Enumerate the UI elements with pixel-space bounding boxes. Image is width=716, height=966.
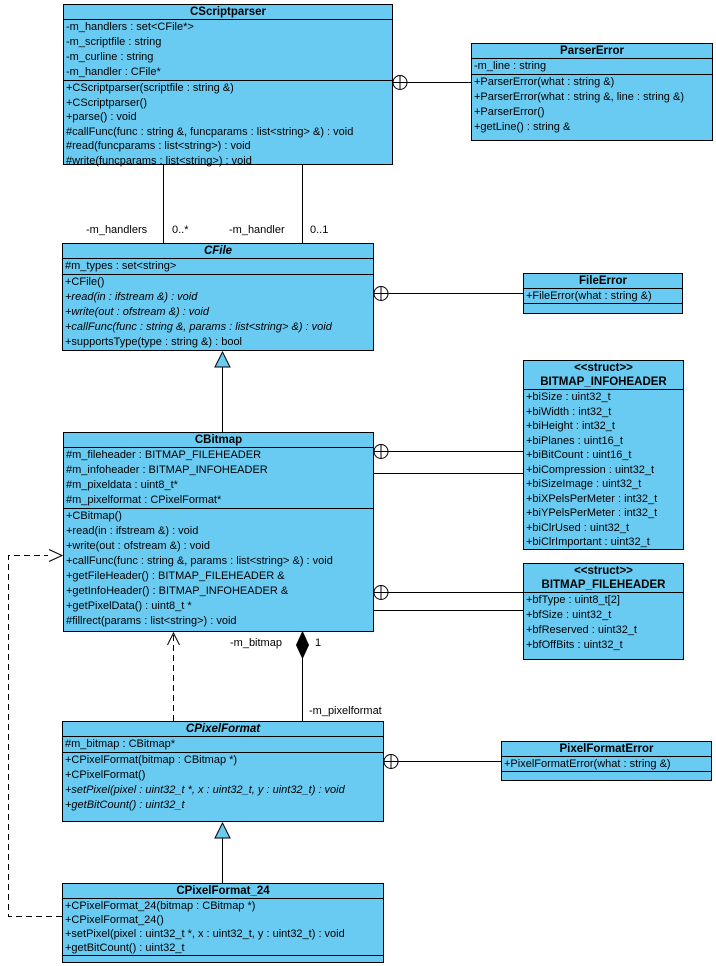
method: #read(funcparams : list<string>) : void [66,140,251,152]
class-cfile[interactable] [62,243,374,351]
generalization-cpixelformat24-cpixelformat [215,823,230,883]
method: +write(out : ofstream &) : void [66,540,210,552]
attribute: #m_pixeldata : uint8_t* [66,479,178,491]
method: +CPixelFormat_24(bitmap : CBitmap *) [65,900,256,912]
method: +supportsType(type : string &) : bool [65,336,243,348]
class-cscriptparser[interactable] [63,4,393,165]
field: +biHeight : int32_t [526,420,615,432]
field: +bfReserved : uint32_t [526,624,637,636]
class-title: BITMAP_INFOHEADER [540,376,667,388]
method: #fillrect(params : list<string>) : void [66,615,237,627]
role-label-m-pixelformat: -m_pixelformat [309,705,382,717]
method: +setPixel(pixel : uint32_t *, x : uint32_t, y : uint32_t) : void [65,784,345,796]
class-cpixelformat-24[interactable] [62,883,384,963]
attribute: #m_bitmap : CBitmap* [65,738,176,750]
field: +biBitCount : uint16_t [526,449,632,461]
dependency-cpixelformat-cbitmap [168,633,180,721]
method: +CPixelFormat_24() [65,914,164,926]
method: +write(out : ofstream &) : void [65,306,209,318]
method: +getFileHeader() : BITMAP_FILEHEADER & [66,570,285,582]
containment-cbitmap-infoheader [374,445,523,459]
method: +PixelFormatError(what : string &) [504,758,671,770]
containment-cpixelformat-pixelformaterror [384,755,501,769]
attribute: #m_fileheader : BITMAP_FILEHEADER [66,449,262,461]
method: +CPixelFormat(bitmap : CBitmap *) [65,754,238,766]
method: +CScriptparser() [66,96,147,109]
field: +biClrUsed : uint32_t [526,521,630,534]
class-title: CBitmap [194,434,243,446]
multiplicity-label: 1 [315,637,322,649]
multiplicity-label: 0..* [172,224,189,236]
method: +getBitCount() : uint32_t [65,942,185,954]
method: +callFunc(func : string &, params : list<string> &) : void [66,555,333,567]
method: +getLine() : string & [474,121,571,133]
method: +CScriptparser(scriptfile : string &) [66,82,234,94]
containment-cfile-fileerror [374,287,523,301]
class-title: BITMAP_FILEHEADER [541,579,666,591]
multiplicity-label: 0..1 [310,224,329,236]
role-label-m-handlers: -m_handlers [86,224,148,236]
empty-compartment [63,955,383,962]
class-title: CPixelFormat_24 [176,885,270,897]
method: +parse() : void [66,111,137,123]
role-label-m-handler: -m_handler [229,224,285,236]
field: +biClrImportant : uint32_t [526,536,650,548]
class-cpixelformat[interactable] [62,721,384,822]
method: +setPixel(pixel : uint32_t *, x : uint32_t, y : uint32_t) : void [65,928,345,940]
class-cbitmap[interactable] [63,432,374,632]
method: +read(in : ifstream &) : void [65,291,198,303]
class-parsererror[interactable] [471,43,713,141]
field: +bfType : uint8_t[2] [526,594,620,606]
attribute: #m_pixelformat : CPixelFormat* [66,494,222,506]
attribute: -m_curline : string [66,51,154,63]
field: +bfOffBits : uint32_t [526,639,623,651]
role-label-m-bitmap: -m_bitmap [230,637,282,649]
empty-compartment [502,771,711,780]
method: +CFile() [65,276,105,288]
method: +CPixelFormat() [65,769,146,781]
class-fileerror[interactable] [523,273,683,314]
method: +ParserError() [474,106,545,118]
method: +getPixelData() : uint8_t * [66,600,192,612]
class-title: FileError [579,275,627,287]
struct-bitmap-infoheader[interactable] [523,360,684,550]
empty-compartment [524,303,682,313]
struct-bitmap-fileheader[interactable] [523,563,684,660]
method: +ParserError(what : string &, line : string &) [474,91,684,103]
class-title: CScriptparser [189,6,267,18]
class-title: CFile [203,245,233,257]
stereotype-label: <<struct>> [574,565,633,577]
field: +bfSize : uint32_t [526,609,612,621]
attribute: -m_handlers : set<CFile*> [66,21,194,33]
field: +biSizeImage : uint32_t [526,478,642,490]
field: +biPlanes : uint16_t [526,434,623,447]
generalization-cbitmap-cfile [215,352,230,432]
class-pixelformaterror[interactable] [501,741,712,781]
method: +CBitmap() [66,510,122,522]
field: +biWidth : int32_t [526,405,612,418]
method: +callFunc(func : string &, params : list<string> &) : void [65,321,332,333]
containment-scriptparser-parsererror [393,76,471,90]
attribute: -m_line : string [474,60,547,72]
attribute: #m_types : set<string> [65,260,177,272]
method: +getInfoHeader() : BITMAP_INFOHEADER & [66,585,289,597]
class-title: ParserError [560,45,624,57]
method: #write(funcparams : list<string>) : void [66,154,252,167]
method: +ParserError(what : string &) [474,76,615,88]
attribute: -m_scriptfile : string [66,36,162,48]
method: +FileError(what : string &) [526,290,652,302]
dependency-cpixelformat24-cbitmap [9,550,63,917]
class-title: PixelFormatError [559,743,654,755]
stereotype-label: <<struct>> [574,362,633,374]
attribute: #m_infoheader : BITMAP_INFOHEADER [66,464,268,476]
containment-cbitmap-fileheader [374,586,523,600]
field: +biXPelsPerMeter : int32_t [526,492,658,505]
method: #callFunc(func : string &, funcparams : list<string> &) : void [66,125,354,138]
method: +getBitCount() : uint32_t [65,799,185,811]
class-title: CPixelFormat [185,723,261,735]
composition-cbitmap-cpixelformat [297,632,309,721]
field: +biYPelsPerMeter : int32_t [526,507,658,519]
method: +read(in : ifstream &) : void [66,525,199,537]
attribute: -m_handler : CFile* [66,66,161,78]
field: +biSize : uint32_t [526,391,611,403]
field: +biCompression : uint32_t [526,463,655,476]
